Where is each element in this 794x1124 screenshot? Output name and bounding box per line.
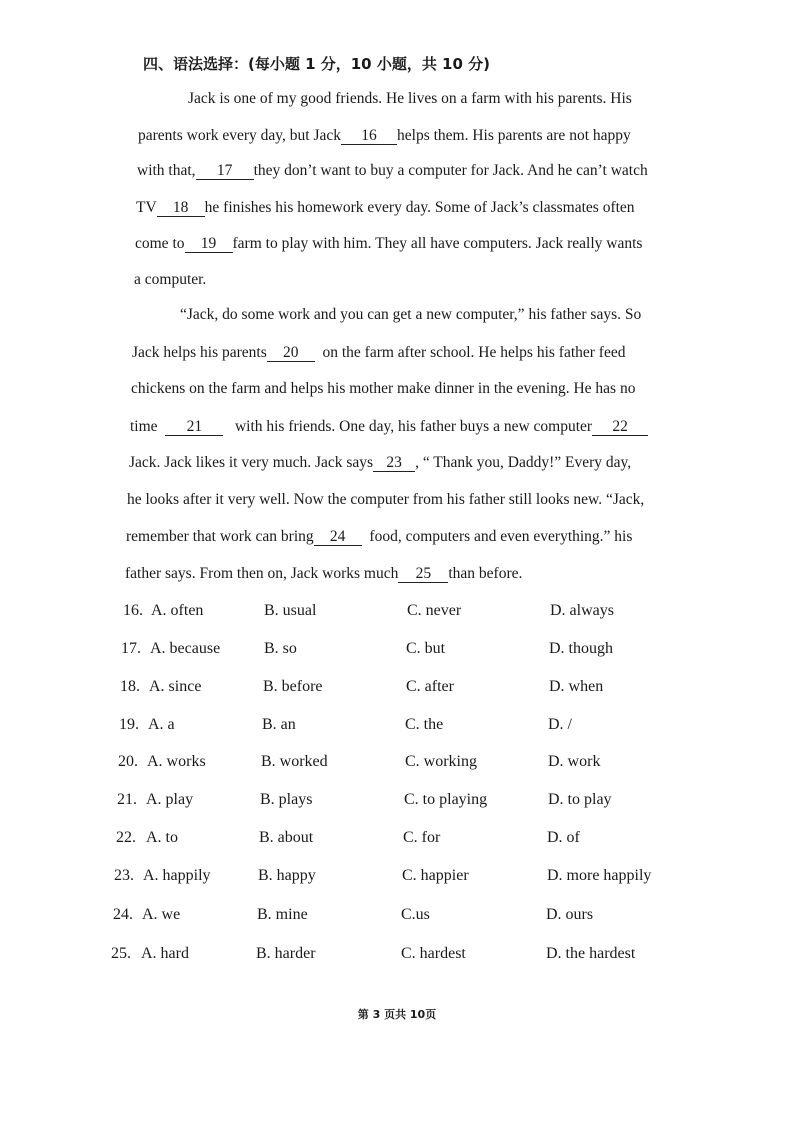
question-17-number: 17. — [121, 640, 141, 657]
question-16-number: 16. — [123, 602, 143, 619]
question-18-option-c: C. after — [406, 678, 454, 695]
question-17-option-a: A. because — [150, 640, 221, 657]
passage-line-1: Jack is one of my good friends. He lives on a farm with his parents. His — [188, 90, 632, 107]
question-17-option-c: C. but — [406, 640, 446, 657]
passage-line-7: “Jack, do some work and you can get a new computer,” his father says. So — [180, 306, 642, 323]
passage-line-10: time 21 with his friends. One day, his father buys a new computer 22 — [130, 417, 648, 437]
blank-20: 20 — [267, 344, 315, 362]
question-24-option-c: C.us — [401, 906, 430, 923]
passage-line-4: TV 18 he finishes his homework every day. Some of Jack’s classmates often — [136, 199, 635, 216]
question-24-option-d: D. ours — [546, 906, 594, 923]
question-22-option-a: A. to — [146, 829, 178, 846]
blank-21: 21 — [165, 418, 223, 436]
question-19-option-a: A. a — [148, 716, 175, 733]
blank-24: 24 — [314, 528, 362, 546]
question-17-option-b: B. so — [264, 640, 297, 657]
question-23-number: 23. — [114, 867, 134, 884]
question-24-number: 24. — [113, 906, 133, 923]
question-25-option-d: D. the hardest — [546, 945, 636, 962]
passage-line-3: with that, 17 they don’t want to buy a computer for Jack. And he can’t watch — [137, 162, 648, 179]
blank-19: 19 — [185, 235, 233, 253]
question-25-option-b: B. harder — [256, 945, 316, 962]
question-17-option-d: D. though — [549, 640, 613, 657]
question-24-option-a: A. we — [142, 906, 181, 923]
question-22-option-d: D. of — [547, 829, 580, 846]
blank-22: 22 — [592, 418, 648, 436]
question-22-number: 22. — [116, 829, 136, 846]
passage-line-2: parents work every day, but Jack 16 helps them. His parents are not happy — [138, 127, 631, 144]
question-19-option-d: D. / — [548, 716, 572, 733]
section-heading: 四、语法选择：(每小题 1 分，10 小题，共 10 分) — [143, 55, 491, 73]
passage-line-11: Jack. Jack likes it very much. Jack says 23 , “ Thank you, Daddy!” Every day, — [129, 454, 632, 471]
question-18-number: 18. — [120, 678, 140, 695]
question-23-option-d: D. more happily — [547, 867, 652, 884]
question-16-option-c: C. never — [407, 602, 462, 619]
question-20-number: 20. — [118, 753, 138, 770]
question-22-option-b: B. about — [259, 829, 314, 846]
page-number: 第 3 页共 10页 — [357, 1008, 437, 1021]
question-16-option-a: A. often — [151, 602, 204, 619]
passage-line-6: a computer. — [134, 271, 207, 288]
question-25-option-c: C. hardest — [401, 945, 466, 962]
question-20-option-a: A. works — [147, 753, 206, 770]
question-21-option-b: B. plays — [260, 791, 313, 808]
passage-line-8: Jack helps his parents 20 on the farm after school. He helps his father feed — [132, 344, 626, 361]
blank-17: 17 — [196, 162, 254, 180]
blank-18: 18 — [157, 199, 205, 217]
passage-line-12: he looks after it very well. Now the computer from his father still looks new. “Jack, — [127, 491, 645, 508]
passage-line-14: father says. From then on, Jack works much 25 than before. — [125, 565, 523, 582]
question-25-option-a: A. hard — [141, 945, 189, 962]
question-23-option-b: B. happy — [258, 867, 316, 884]
question-20-option-b: B. worked — [261, 753, 328, 770]
question-21-option-a: A. play — [146, 791, 194, 808]
question-18-option-a: A. since — [149, 678, 202, 695]
question-22-option-c: C. for — [403, 829, 441, 846]
question-25-number: 25. — [111, 945, 131, 962]
question-19-option-b: B. an — [262, 716, 296, 733]
question-19-number: 19. — [119, 716, 139, 733]
question-21-option-c: C. to playing — [404, 791, 488, 808]
question-23-option-a: A. happily — [143, 867, 211, 884]
question-21-number: 21. — [117, 791, 137, 808]
passage-line-9: chickens on the farm and helps his mother make dinner in the evening. He has no — [131, 380, 636, 397]
question-20-option-c: C. working — [405, 753, 477, 770]
passage-line-13: remember that work can bring 24 food, computers and even everything.” his — [126, 528, 633, 545]
blank-16: 16 — [341, 127, 397, 145]
question-23-option-c: C. happier — [402, 867, 469, 884]
question-20-option-d: D. work — [548, 753, 601, 770]
question-18-option-b: B. before — [263, 678, 323, 695]
question-24-option-b: B. mine — [257, 906, 308, 923]
question-21-option-d: D. to play — [548, 791, 612, 808]
question-16-option-d: D. always — [550, 602, 614, 619]
question-18-option-d: D. when — [549, 678, 604, 695]
blank-23: 23 — [373, 454, 415, 472]
blank-25: 25 — [398, 565, 448, 583]
question-19-option-c: C. the — [405, 716, 444, 733]
passage-line-5: come to 19 farm to play with him. They all have computers. Jack really wants — [135, 235, 643, 252]
question-16-option-b: B. usual — [264, 602, 317, 619]
